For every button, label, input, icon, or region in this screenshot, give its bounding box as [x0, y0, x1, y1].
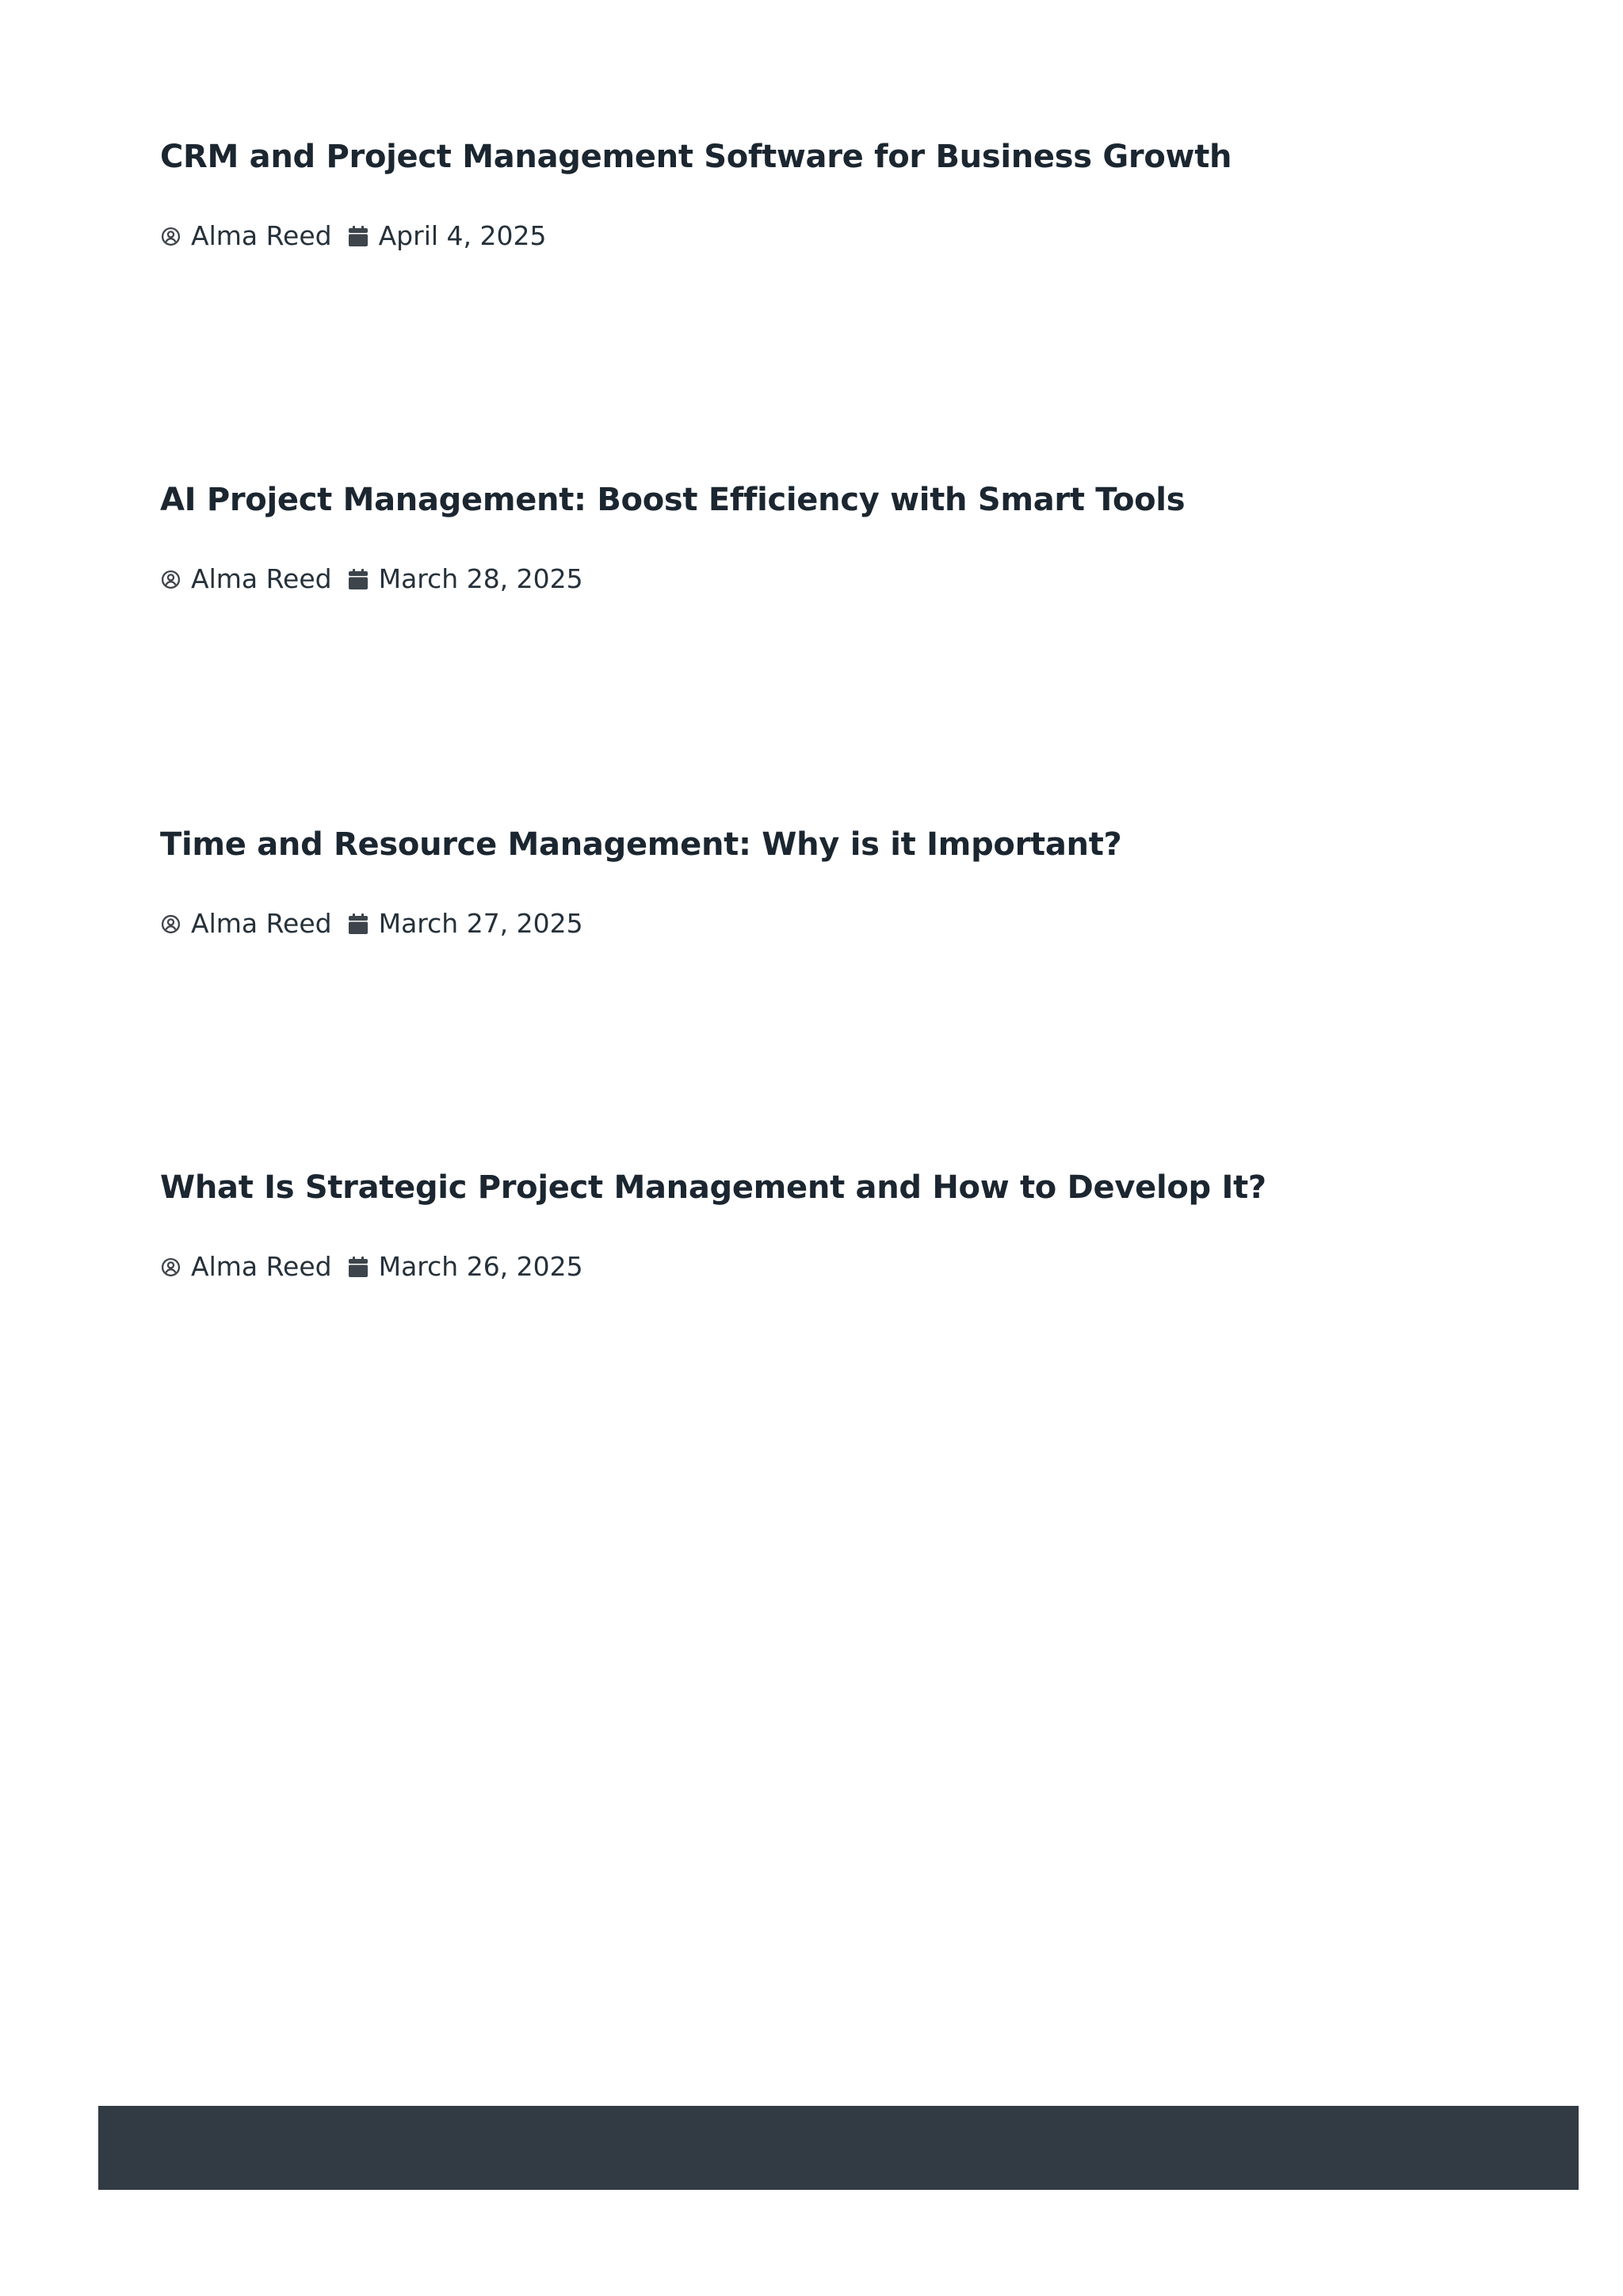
post-author-link[interactable]: Alma Reed: [191, 908, 332, 939]
post-date: March 28, 2025: [378, 563, 583, 594]
footer-bar: [98, 2106, 1579, 2190]
post-item: [160, 1165, 1507, 1282]
post-author-link[interactable]: Alma Reed: [191, 1251, 332, 1282]
user-circle-icon: [160, 569, 181, 589]
calendar-icon: [348, 569, 369, 589]
calendar-icon: [348, 913, 369, 934]
post-title-link[interactable]: What Is Strategic Project Management and How to Develop It?: [160, 1169, 1266, 1206]
calendar-icon: [348, 226, 369, 246]
post-item: [160, 822, 1507, 939]
post-title-link[interactable]: CRM and Project Management Software for Business Growth: [160, 139, 1232, 175]
post-meta: [160, 563, 583, 595]
post-title-link[interactable]: AI Project Management: Boost Efficiency with Smart Tools: [160, 482, 1186, 518]
post-title-link[interactable]: Time and Resource Management: Why is it Important?: [160, 826, 1122, 863]
post-date: April 4, 2025: [378, 220, 547, 251]
post-meta: [160, 908, 583, 940]
user-circle-icon: [160, 1257, 181, 1277]
calendar-icon: [348, 1257, 369, 1277]
post-item: [160, 135, 1507, 251]
post-author-link[interactable]: Alma Reed: [191, 220, 332, 251]
user-circle-icon: [160, 226, 181, 246]
post-meta: [160, 220, 546, 252]
post-meta: [160, 1251, 583, 1283]
post-item: [160, 478, 1507, 594]
post-date: March 26, 2025: [378, 1251, 583, 1282]
post-author-link[interactable]: Alma Reed: [191, 563, 332, 594]
user-circle-icon: [160, 913, 181, 934]
post-date: March 27, 2025: [378, 908, 583, 939]
